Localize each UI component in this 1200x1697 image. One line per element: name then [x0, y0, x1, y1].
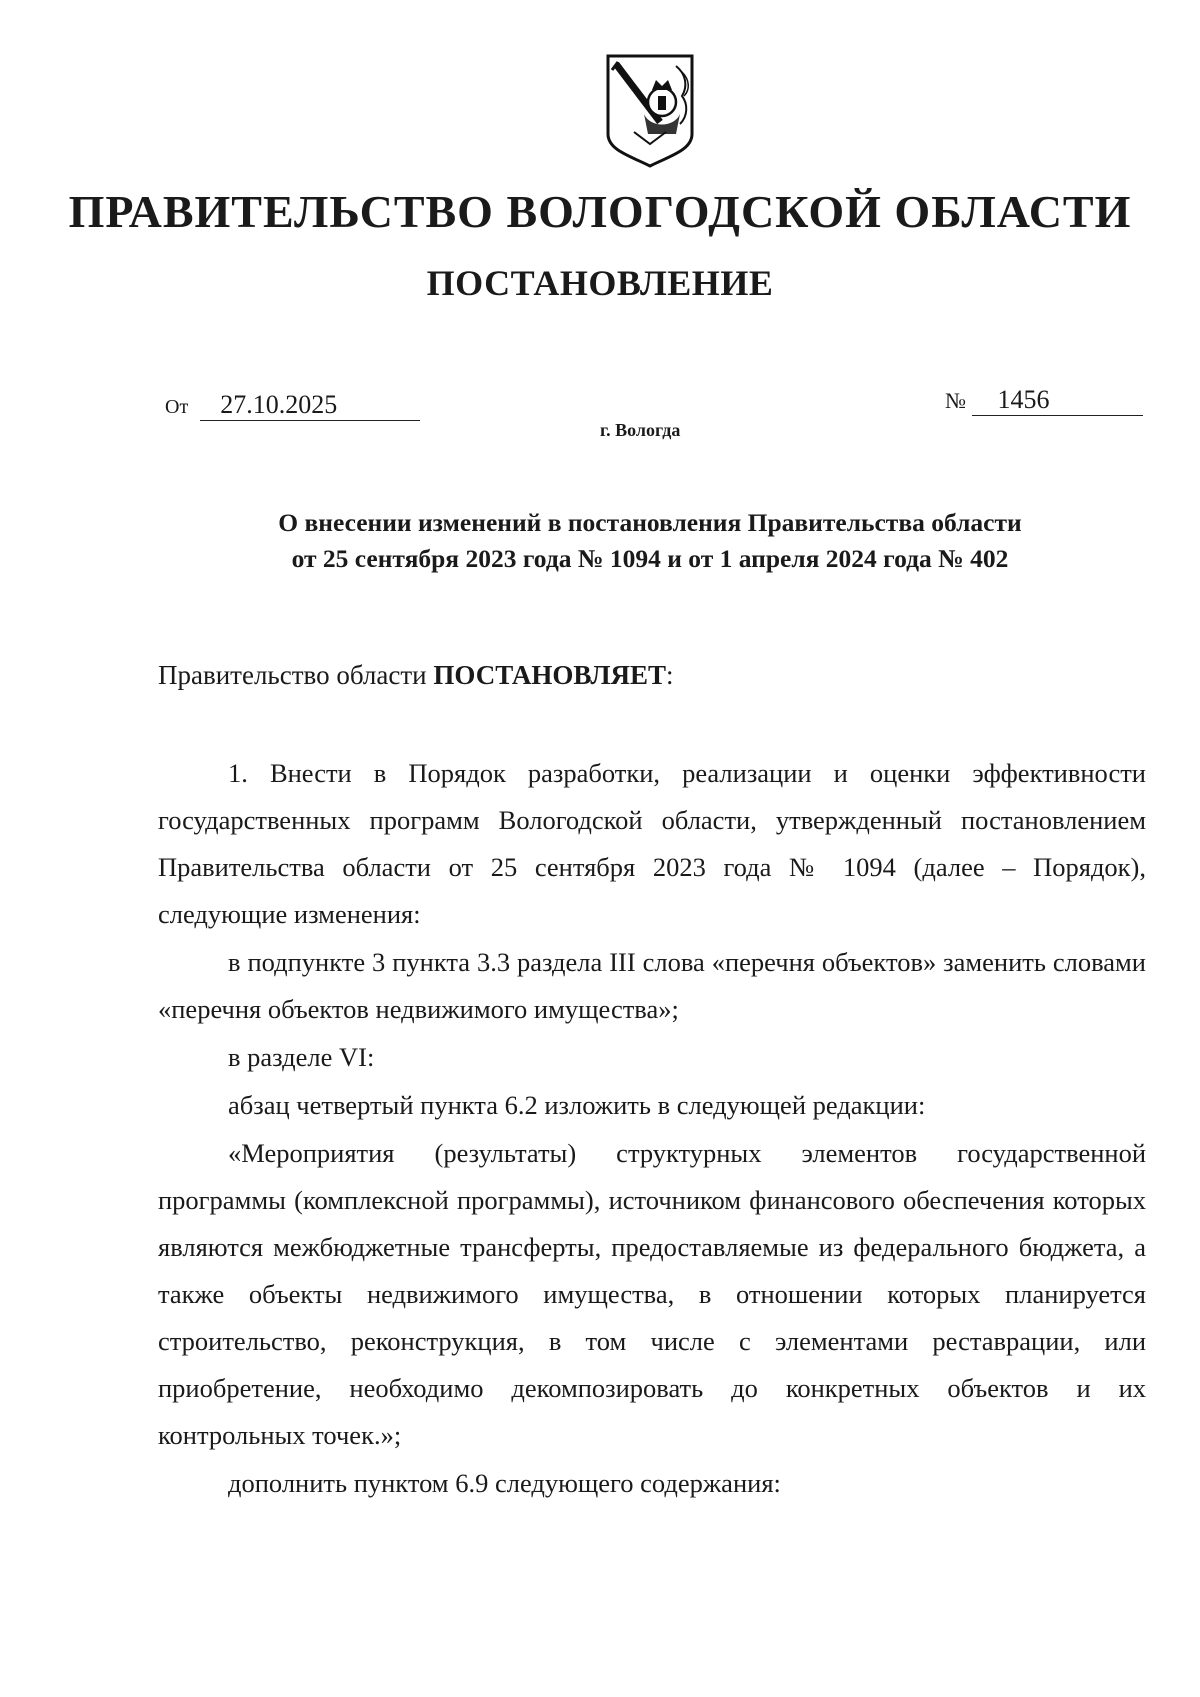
number-value: 1456	[972, 385, 1143, 416]
document-type: ПОСТАНОВЛЕНИЕ	[426, 263, 774, 303]
preamble-keyword: ПОСТАНОВЛЯЕТ	[433, 660, 666, 690]
document-date	[165, 390, 420, 421]
coat-of-arms-vologda-icon	[604, 52, 696, 168]
body-paragraph: в разделе VI:	[228, 1042, 375, 1072]
number-prefix: №	[945, 388, 966, 413]
document-number	[945, 385, 1143, 416]
body-paragraph: 1. Внести в Порядок разработки, реализации и оценки эффективности государственных программ Вологодской области, утвержденный постановлением Правительства области от 25 сентября 2023 года № 1094 (далее – Порядок), следующие изменения:	[158, 758, 1146, 929]
body-paragraph: дополнить пунктом 6.9 следующего содержания:	[228, 1468, 781, 1498]
subject-line: от 25 сентября 2023 года № 1094 и от 1 апреля 2024 года № 402	[291, 544, 1009, 573]
subject-line: О внесении изменений в постановления Правительства области	[278, 508, 1022, 537]
preamble-colon: :	[665, 660, 674, 690]
document-body	[158, 750, 1146, 1508]
preamble-text: Правительство области	[158, 660, 434, 690]
body-paragraph: «Мероприятия (результаты) структурных элементов государственной программы (комплексной программы), источником финансового обеспечения которых являются межбюджетные трансферты, предоставляемые из федерального бюджета, а также объекты недвижимого имущества, в отношении которых планируется строительство, реконструкция, в том числе с элементами реставрации, или приобретение, необходимо декомпозировать до конкретных объектов и их контрольных точек.»;	[158, 1138, 1146, 1450]
government-title: ПРАВИТЕЛЬСТВО ВОЛОГОДСКОЙ ОБЛАСТИ	[68, 186, 1132, 237]
date-value: 27.10.2025	[200, 390, 420, 421]
body-paragraph: абзац четвертый пункта 6.2 изложить в следующей редакции:	[228, 1090, 926, 1120]
document-subject	[0, 505, 1200, 577]
body-paragraph: в подпункте 3 пункта 3.3 раздела III слова «перечня объектов» заменить словами «перечня объектов недвижимого имущества»;	[158, 947, 1146, 1024]
city: г. Вологда	[600, 420, 681, 440]
date-prefix: От	[165, 396, 189, 418]
preamble	[158, 660, 674, 691]
